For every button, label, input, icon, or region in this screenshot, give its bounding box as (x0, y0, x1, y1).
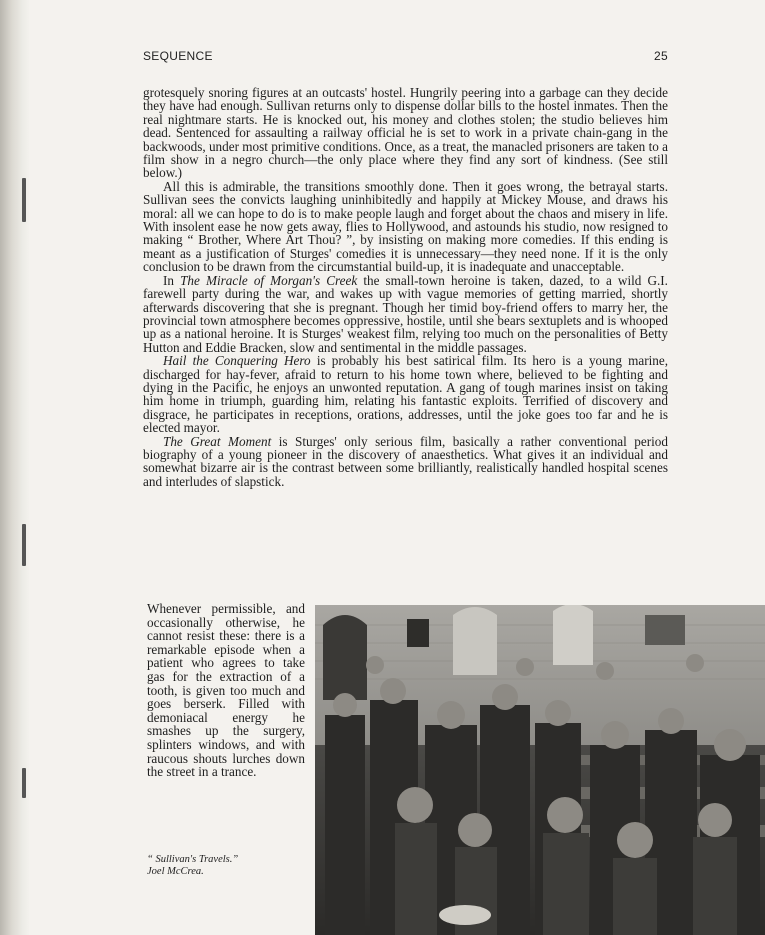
paragraph: All this is admirable, the transitions smoothly done. Then it goes wrong, the betrayal starts. Sullivan sees the convicts laughing uninhibitedly and happily at Mickey Mouse, and draws his moral: all we can hope to do is to make people laugh and forget about the chaos and misery in life. With insolent ease he now gets away, flies to Hollywood, and astounds his studio, now resigned to making “ Brother, Where Art Thou? ”, by insisting on making more comedies. If this ending is meant as a justification of Sturges' comedies it is unnecessary—they need none. If it is the only conclusion to be drawn from the circumstantial build-up, it is inadequate and unacceptable. (143, 178, 668, 275)
film-title: Hail the Conquering Hero (163, 353, 311, 369)
film-title: The Miracle of Morgan's Creek (180, 272, 358, 288)
running-head (143, 49, 668, 65)
film-title: The Great Moment (163, 433, 272, 449)
page-number: 25 (654, 49, 668, 63)
paragraph (143, 274, 668, 354)
article-body (143, 86, 668, 488)
paragraph-lead: In (163, 272, 181, 288)
caption-actor: Joel McCrea. (147, 866, 204, 877)
paragraph (143, 354, 668, 434)
wrapped-paragraph-text: Whenever permissible, and occasionally otherwise, he cannot resist these: there is a remarkable episode when a patient who agrees to take gas for the extraction of a tooth, is given too much and goes berserk. Filled with demoniacal energy he smashes up the surgery, splinters windows, and with raucous shouts lurches down the street in a trance. (147, 601, 305, 780)
paragraph-text: is Sturges' only serious film, basically a rather conventional period biography of a young pioneer in the discovery of anaesthetics. What gives it an individual and somewhat bizarre air is the contrast between some brilliantly, realistically handled hospital scenes and interludes of slapstick. (143, 433, 668, 489)
paragraph: grotesquely snoring figures at an outcasts' hostel. Hungrily peering into a garbage can they decide they have had enough. Sullivan returns only to dispense dollar bills to the hostel inmates. Then the real nightmare starts. He is knocked out, his money and clothes stolen; the studio believes him dead. Sentenced for assaulting a railway official he is set to work in a private chain-gang in the backwoods, under most primitive conditions. Once, as a treat, the manacled prisoners are taken to a film show in a negro church—the only place where they find any sort of kindness. (See still below.) (143, 85, 668, 181)
caption-film-title: “ Sullivan's Travels.” (147, 854, 239, 865)
paragraph-text: the small-town heroine is taken, dazed, to a wild G.I. farewell party during the war, and wakes up with vague memories of getting married, shortly afterwards discovering that she is pregnant. Though her timid boy-friend offers to marry her, the provincial town atmosphere becomes oppressive, hostile, until she bears sextuplets and is whooped up as a national heroine. It is Sturges' weakest film, relying too much on the personalities of Betty Hutton and Eddie Bracken, slow and sentimental in the middle passages. (143, 272, 668, 355)
paragraph (143, 435, 668, 489)
journal-title: SEQUENCE (143, 49, 213, 63)
film-still-photo (315, 605, 765, 935)
paragraph-text: is probably his best satirical film. Its hero is a young marine, discharged for hay-fever, afraid to return to his home town where, believed to be fighting and dying in the Pacific, he enjoys an unwonted reputation. A gang of tough marines insist on taking him home in triumph, guarding him, relating his fantastic exploits. Terrified of discovery and disgrace, he participates in receptions, orations, addresses, until the joke goes too far and he is elected mayor. (143, 353, 668, 436)
photo-caption (147, 854, 307, 878)
church-scene-illustration (315, 605, 765, 935)
